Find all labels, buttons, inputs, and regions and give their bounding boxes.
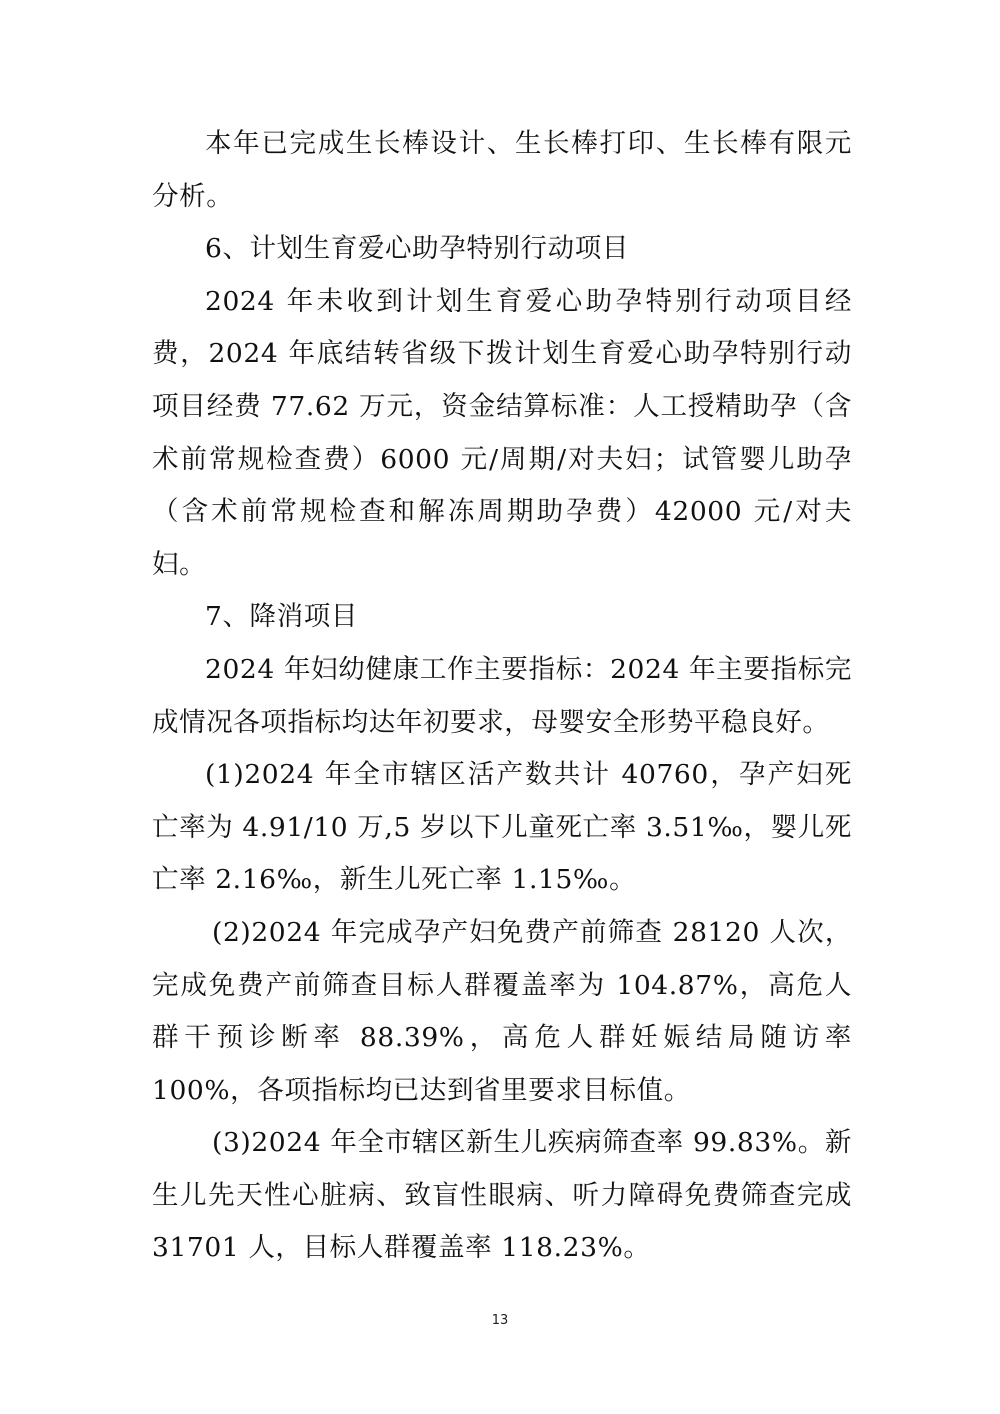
heading-fertility-support-project: 6、计划生育爱心助孕特别行动项目 bbox=[205, 233, 629, 265]
heading-mortality-reduction-project: 7、降消项目 bbox=[205, 601, 358, 633]
paragraph-prenatal-screening: (2)2024 年完成孕产妇免费产前筛查 28120 人次，完成免费产前筛查目标人群覆盖率为 104.87%，高危人群干预诊断率 88.39%，高危人群妊娠结局随访率 100%，各项指标均已达到省里要求目标值。 bbox=[152, 916, 852, 1106]
document-body bbox=[152, 118, 852, 1275]
paragraph-maternal-child-indicators: 2024 年妇幼健康工作主要指标：2024 年主要指标完成情况各项指标均达年初要求，母婴安全形势平稳良好。 bbox=[152, 653, 852, 738]
paragraph-growth-rod-progress: 本年已完成生长棒设计、生长棒打印、生长棒有限元分析。 bbox=[152, 128, 852, 212]
paragraph-fertility-support-funding: 2024 年未收到计划生育爱心助孕特别行动项目经费，2024 年底结转省级下拨计划生育爱心助孕特别行动项目经费 77.62 万元，资金结算标准：人工授精助孕（含术前常规检查费）6000 元/周期/对夫妇；试管婴儿助孕（含术前常规检查和解冻周期助孕费）42000 元/对夫妇。 bbox=[152, 285, 852, 580]
page-number: 13 bbox=[491, 1313, 509, 1328]
paragraph-mortality-rates: (1)2024 年全市辖区活产数共计 40760，孕产妇死亡率为 4.91/10 万,5 岁以下儿童死亡率 3.51‰，婴儿死亡率 2.16‰，新生儿死亡率 1.15‰。 bbox=[152, 759, 852, 896]
paragraph-newborn-screening: (3)2024 年全市辖区新生儿疾病筛查率 99.83%。新生儿先天性心脏病、致盲性眼病、听力障碍免费筛查完成 31701 人，目标人群覆盖率 118.23%。 bbox=[152, 1127, 852, 1264]
